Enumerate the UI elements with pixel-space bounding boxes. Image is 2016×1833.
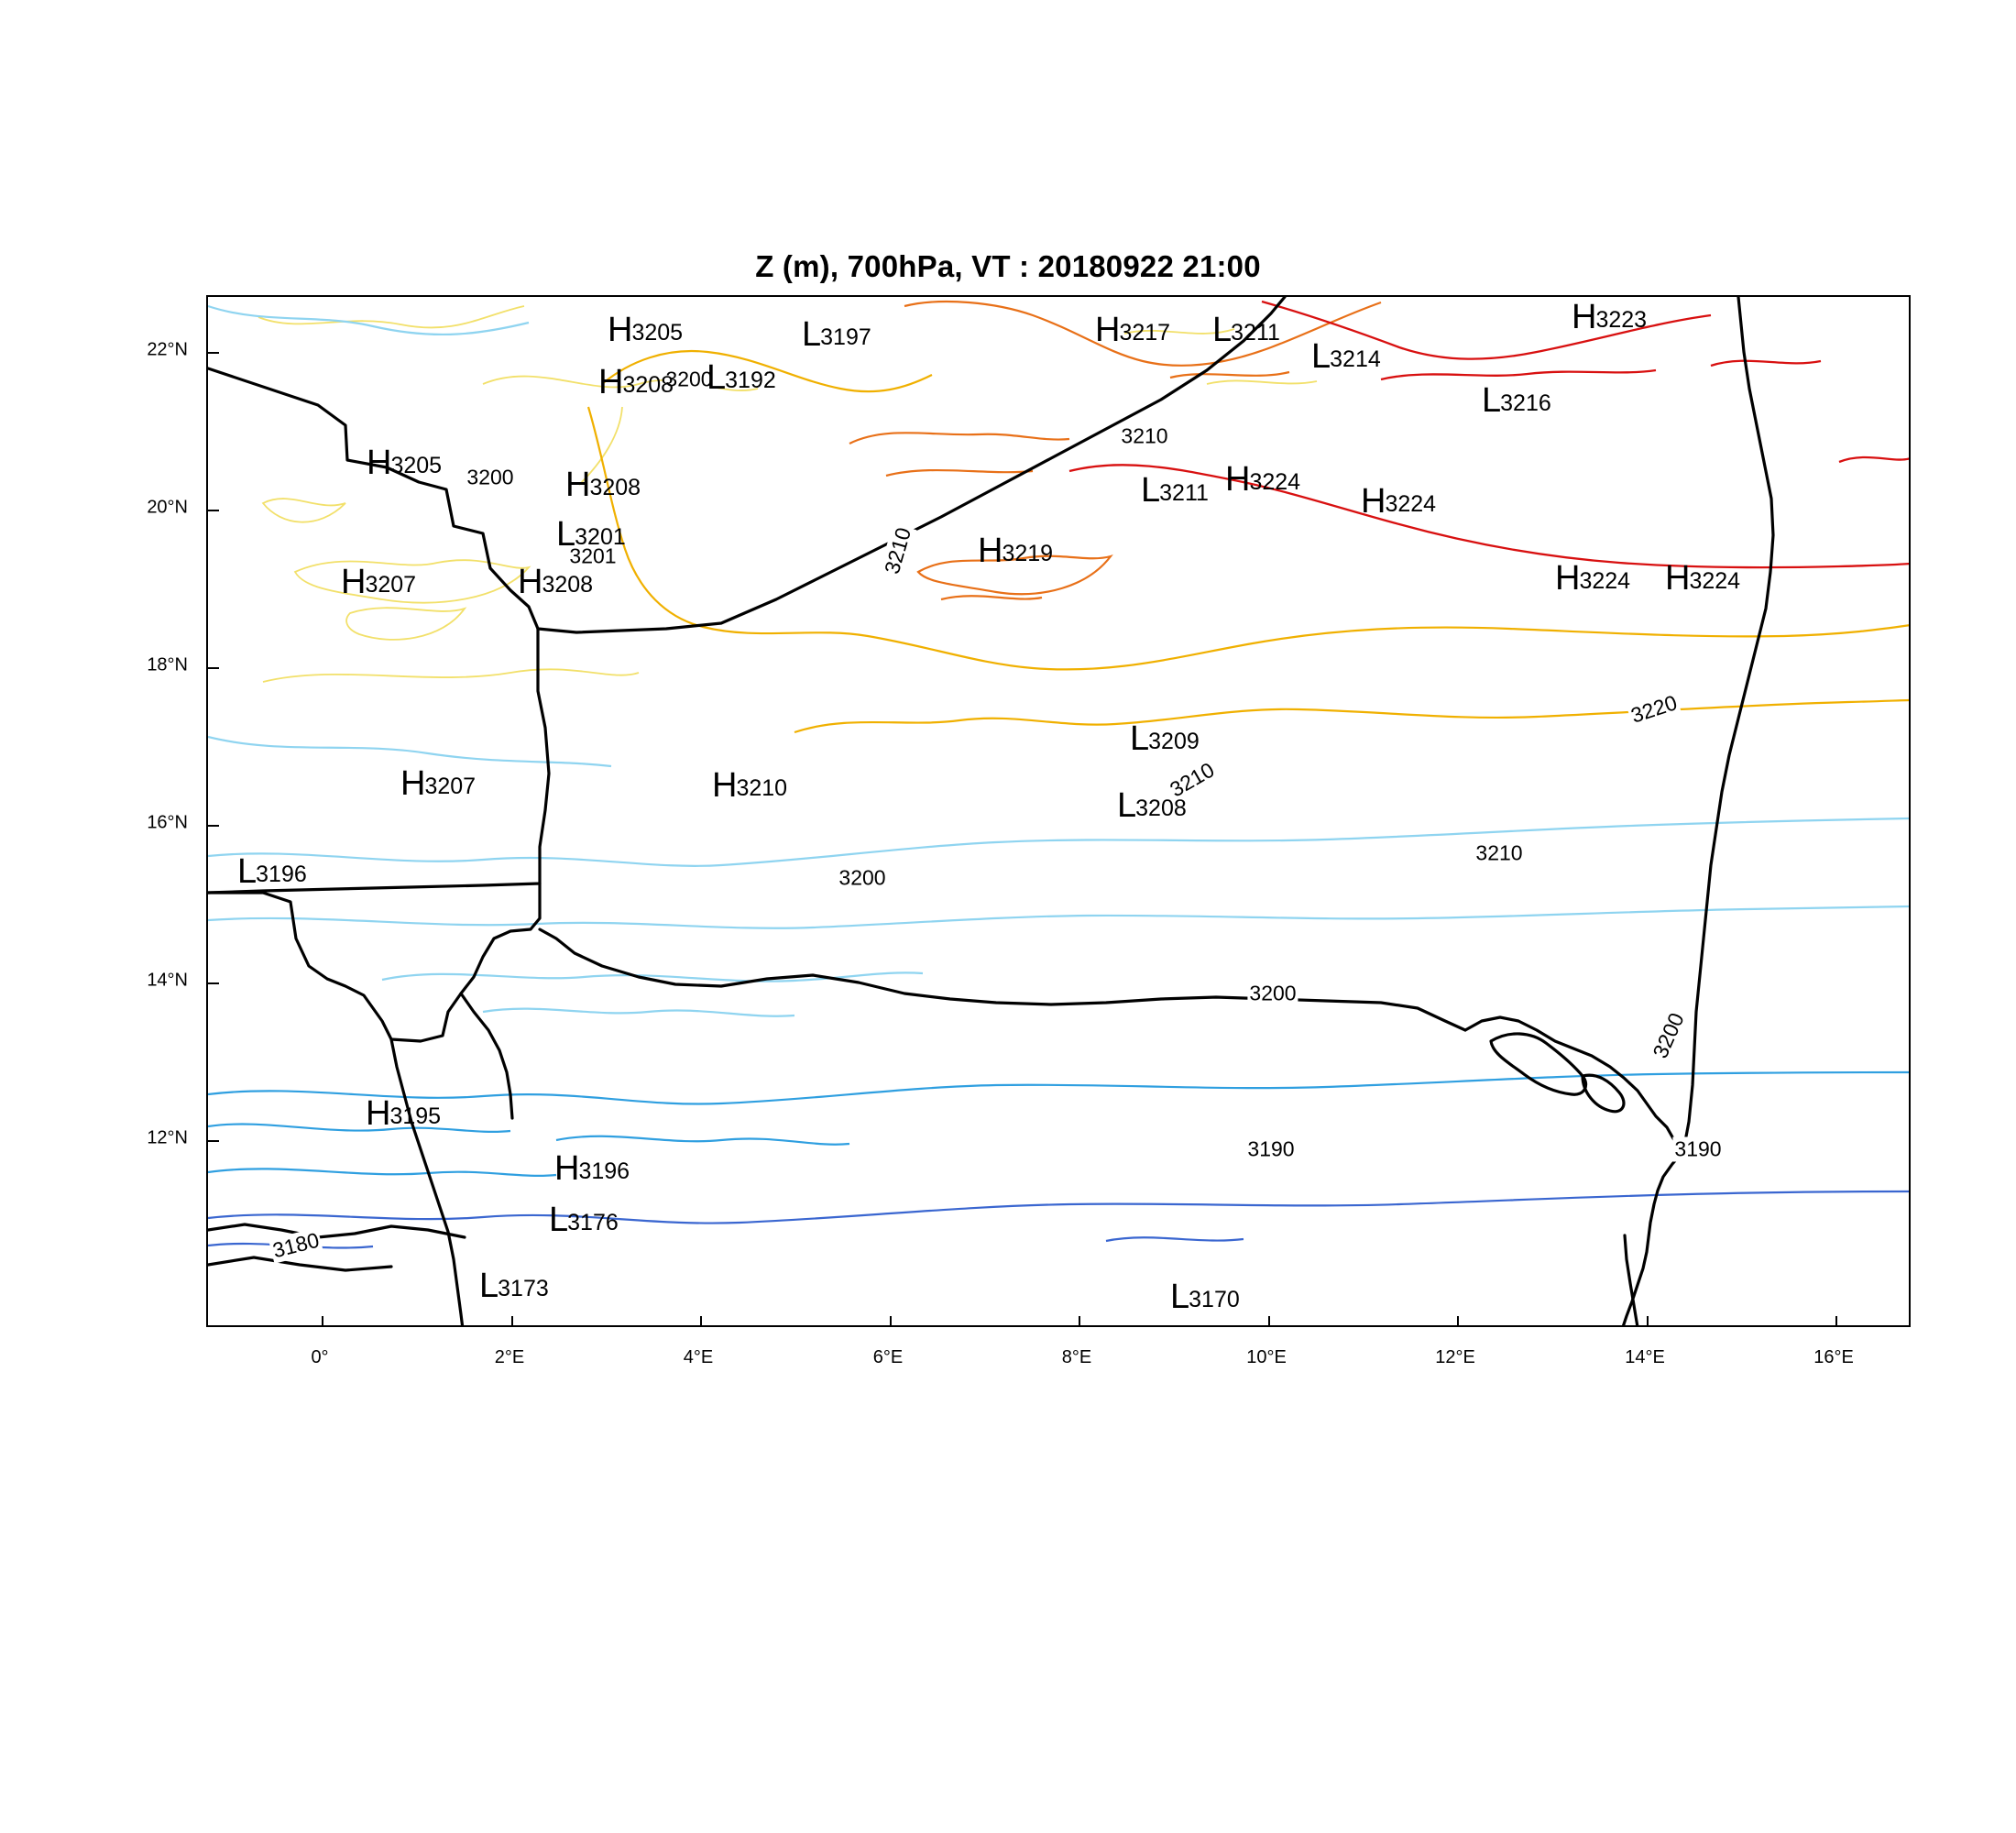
extremum-marker [1665, 561, 1741, 596]
contour-label: 3200 [1647, 1007, 1690, 1063]
extremum-marker [1117, 788, 1188, 823]
extremum-value: 3201 [575, 524, 626, 550]
extremum-symbol: H [1225, 460, 1251, 499]
extremum-symbol: L [1117, 786, 1137, 825]
extremum-marker [237, 854, 308, 889]
extremum-value: 3205 [631, 320, 684, 346]
xtick-mark [1268, 1316, 1270, 1327]
extremum-symbol: H [712, 766, 738, 805]
contour-label: 3201 [569, 543, 617, 568]
extremum-marker [479, 1268, 550, 1303]
extremum-value: 3208 [1135, 796, 1187, 821]
extremum-symbol: H [608, 311, 633, 349]
extremum-symbol: L [237, 852, 257, 891]
extremum-marker [549, 1202, 619, 1237]
xtick-label: 4°E [683, 1347, 714, 1367]
extremum-marker [554, 1151, 630, 1186]
extremum-value: 3196 [256, 862, 307, 887]
extremum-symbol: L [707, 358, 727, 397]
extremum-marker [802, 317, 872, 352]
extremum-marker [518, 565, 594, 599]
xtick-mark [322, 1316, 323, 1327]
extremum-symbol: L [549, 1201, 569, 1239]
ytick-mark [208, 352, 219, 354]
extremum-symbol: H [978, 532, 1003, 570]
contour-label: 3190 [1674, 1136, 1722, 1161]
extremum-symbol: L [1130, 719, 1150, 758]
extremum-value: 3170 [1189, 1287, 1240, 1312]
ytick-label: 22°N [147, 339, 188, 360]
xtick-label: 16°E [1813, 1347, 1854, 1367]
extremum-symbol: L [1212, 311, 1233, 349]
contour-label: 3190 [1247, 1136, 1295, 1161]
ytick-mark [208, 982, 219, 984]
extremum-marker [1361, 484, 1437, 519]
xtick-label: 2°E [494, 1347, 525, 1367]
ytick-label: 14°N [147, 970, 188, 991]
extremum-marker [565, 467, 641, 502]
extremum-value: 3207 [424, 774, 477, 799]
extremum-value: 3207 [365, 572, 417, 598]
extremum-value: 3224 [1579, 568, 1631, 594]
extremum-symbol: L [1170, 1278, 1190, 1316]
ytick-label: 16°N [147, 812, 188, 833]
contour-label: 3180 [268, 1227, 323, 1264]
xtick-mark [890, 1316, 892, 1327]
xtick-mark [1835, 1316, 1837, 1327]
extremum-value: 3208 [589, 475, 641, 500]
extremum-marker [1170, 1279, 1241, 1314]
extremum-marker [1572, 300, 1648, 335]
extremum-value: 3208 [542, 572, 594, 598]
extremum-symbol: L [802, 315, 822, 354]
extremum-value: 3195 [389, 1103, 442, 1129]
extremum-marker [1212, 313, 1281, 347]
extremum-marker [556, 517, 627, 552]
extremum-value: 3224 [1689, 568, 1741, 594]
xtick-label: 6°E [872, 1347, 904, 1367]
extremum-symbol: H [554, 1149, 580, 1188]
extremum-marker [707, 360, 777, 395]
extremum-marker [1482, 383, 1552, 418]
contour-label: 3220 [1627, 690, 1682, 730]
contour-label: 3210 [879, 523, 916, 578]
contour-label: 3200 [665, 367, 713, 391]
extremum-symbol: H [1572, 298, 1597, 336]
extremum-symbol: L [479, 1267, 499, 1305]
extremum-marker [608, 313, 684, 347]
extremum-value: 3219 [1002, 541, 1054, 566]
extremum-marker [712, 768, 788, 803]
xtick-label: 14°E [1625, 1347, 1665, 1367]
extremum-value: 3211 [1231, 320, 1280, 346]
xtick-mark [511, 1316, 513, 1327]
extremum-marker [1311, 339, 1382, 374]
extremum-symbol: H [565, 466, 591, 504]
extremum-symbol: L [556, 515, 576, 554]
extremum-symbol: H [367, 444, 392, 482]
ytick-label: 18°N [147, 654, 188, 675]
ytick-mark [208, 667, 219, 669]
extremum-value: 3196 [578, 1158, 630, 1184]
xtick-label: 8°E [1061, 1347, 1092, 1367]
map-plot-area [206, 295, 1911, 1327]
xtick-mark [1079, 1316, 1080, 1327]
extremum-symbol: H [341, 563, 367, 601]
ytick-label: 12°N [147, 1127, 188, 1148]
extremum-value: 3224 [1385, 491, 1437, 517]
extremum-symbol: H [518, 563, 543, 601]
xtick-label: 10°E [1246, 1347, 1287, 1367]
extremum-value: 3224 [1249, 469, 1301, 495]
country-borders-layer [208, 297, 1911, 1327]
xtick-label: 12°E [1435, 1347, 1475, 1367]
xtick-mark [700, 1316, 702, 1327]
extremum-marker [1130, 721, 1200, 756]
contour-label: 3200 [838, 865, 886, 890]
contour-label: 3210 [1164, 757, 1220, 804]
extremum-value: 3205 [390, 453, 443, 478]
extremum-value: 3211 [1159, 480, 1209, 506]
extremum-marker [598, 365, 674, 400]
xtick-mark [1647, 1316, 1649, 1327]
extremum-symbol: L [1482, 381, 1502, 420]
extremum-marker [1095, 313, 1171, 347]
extremum-symbol: H [400, 764, 426, 803]
contour-label: 3210 [1475, 840, 1523, 865]
contour-label: 3200 [1249, 981, 1297, 1005]
extremum-value: 3214 [1330, 346, 1381, 372]
extremum-marker [1225, 462, 1301, 497]
extremum-value: 3176 [567, 1210, 619, 1235]
extremum-value: 3209 [1148, 729, 1200, 754]
contour-label: 3210 [1121, 423, 1168, 448]
extremum-value: 3192 [725, 368, 776, 393]
extremum-marker [1141, 473, 1210, 508]
extremum-symbol: H [1361, 482, 1386, 521]
extremum-symbol: H [598, 363, 624, 401]
extremum-marker [1555, 561, 1631, 596]
extremum-value: 3197 [820, 324, 871, 350]
extremum-symbol: L [1311, 337, 1331, 376]
ytick-mark [208, 825, 219, 827]
extremum-value: 3210 [736, 775, 788, 801]
extremum-marker [978, 533, 1054, 568]
extremum-value: 3223 [1595, 307, 1648, 333]
extremum-value: 3216 [1500, 390, 1551, 416]
extremum-symbol: H [366, 1094, 391, 1133]
extremum-symbol: H [1095, 311, 1121, 349]
chart-title: Z (m), 700hPa, VT : 20180922 21:00 [755, 249, 1261, 283]
extremum-symbol: H [1555, 559, 1581, 598]
extremum-marker [367, 445, 443, 480]
extremum-symbol: L [1141, 471, 1161, 510]
extremum-marker [341, 565, 417, 599]
xtick-mark [1457, 1316, 1459, 1327]
extremum-value: 3173 [498, 1276, 549, 1301]
contour-label: 3200 [466, 465, 514, 489]
extremum-symbol: H [1665, 559, 1691, 598]
extremum-marker [400, 766, 477, 801]
extremum-value: 3208 [622, 372, 674, 398]
extremum-value: 3217 [1119, 320, 1171, 346]
extremum-marker [366, 1096, 442, 1131]
ytick-mark [208, 1140, 219, 1142]
xtick-label: 0° [311, 1347, 329, 1367]
ytick-label: 20°N [147, 497, 188, 518]
ytick-mark [208, 510, 219, 511]
